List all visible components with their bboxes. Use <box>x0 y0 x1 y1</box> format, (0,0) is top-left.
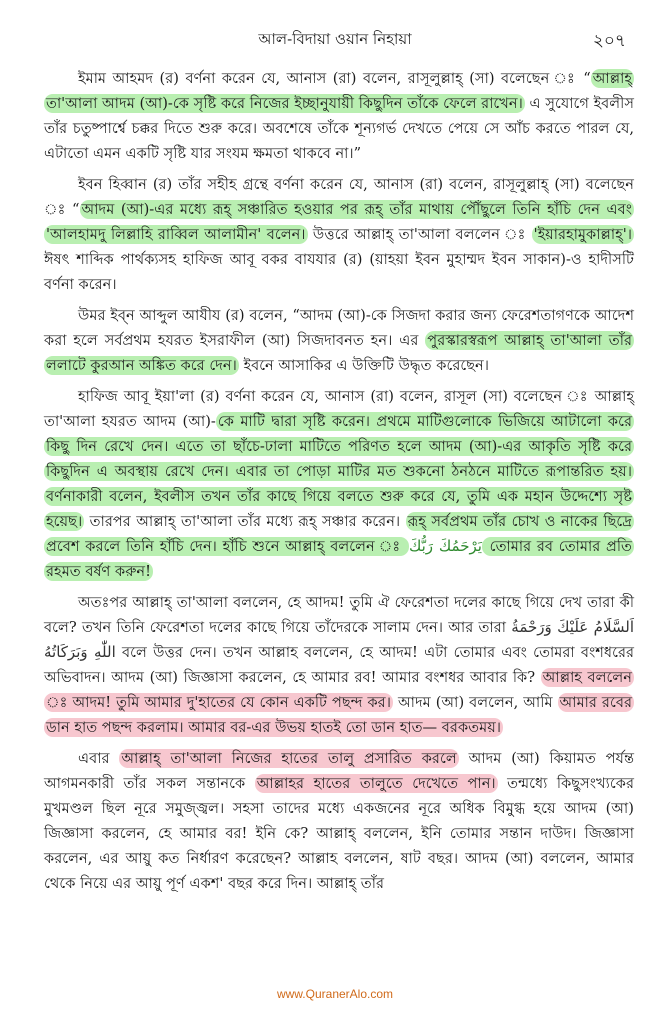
highlighted-text: আল্লাহ্ তা'আলা আদম (আ)-কে সৃষ্টি করে নিজের ইচ্ছানুযায়ী কিছুদিন তাঁকে ফেলে রাখেন। <box>46 70 632 112</box>
website-footer[interactable]: www.QuranerAlo.com <box>276 987 394 1001</box>
highlighted-text: কে মাটি দ্বারা সৃষ্টি করেন। প্রথমে মাটিগুলোকে ভিজিয়ে আটালো করে কিছু দিন রেখে দেন। এতে তা ছাঁচে-ঢালা মাটিতে পরিণত হলে আদম (আ)-এর আকৃতি সৃষ্টি করে কিছুদিন এ অবস্থায় রেখে দেন। এবার তা পোড়া মাটির মত শুকনো ঠনঠনে মাটিতে রূপান্তরিত হয়। বর্ণনাকারী বলেন, ইবলীস তখন তাঁর কাছে গিয়ে বলতে শুরু করে যে, তুমি এক মহান উদ্দেশ্যে সৃষ্ট হয়েছ। <box>46 413 632 530</box>
text-span: তন্মধ্যে কিছুসংখ্যকের মুখমণ্ডল ছিল নূরে সমুজ্জ্বল। সহসা তাদের মধ্যে একজনের নূরে অধিক বিমুগ্ধ হয়ে আদম (আ) জিজ্ঞাসা করলেন, হে আমার বর! ইনি কে? আল্লাহ্ বললেন, ইনি তোমার সন্তান দাউদ। জিজ্ঞাসা করলেন, এর আয়ু কত নির্ধারণ করেছেন? আল্লাহ বললেন, ষাট বছর। আদম (আ) বললেন, আমার থেকে নিয়ে এর আয়ু পূর্ণ একশ' বছর করে দিন। আল্লাহ্ তাঁর <box>44 775 634 892</box>
highlighted-text: আদম (আ)-এর মধ্যে রূহ্ সঞ্চারিত হওয়ার পর রূহ্ তাঁর মাথায় পৌঁছুলে তিনি হাঁচি দেন এবং 'আলহামদু লিল্লাহি রাব্বিল আলামীন' বলেন। <box>46 201 632 243</box>
paragraph <box>44 590 634 740</box>
page-header <box>0 28 670 54</box>
text-span: ঈষৎ শাব্দিক পার্থক্যসহ হাফিজ আবূ বকর বাযযার (র) (য়াহয়া ইবন মুহাম্মদ ইবন সাকান)-ও হাদীসটি বর্ণনা করেন। <box>44 251 634 293</box>
text-span: ইবন হিব্বান (র) তাঁর সহীহ গ্রন্থে বর্ণনা করেন যে, আনাস (রা) বলেন, রাসূলুল্লাহ্ (সা) বলেছেন ঃ “ <box>44 176 634 218</box>
text-span: উমর ইব্‌ন আব্দুল আযীয (র) বলেন, “আদম (আ)-কে সিজদা করার জন্য ফেরেশতাগণকে আদেশ করা হলে সর্বপ্রথম হযরত ইসরাফীল (আ) সিজদাবনত হন। এর <box>44 307 634 349</box>
arabic-phrase: يَرْحَمُكَ رَبُّكَ <box>408 537 482 555</box>
highlighted-text: আল্লাহর হাতের তালুতে দেখেতে পান। <box>256 775 496 792</box>
page-number: ২০৭ <box>592 31 626 51</box>
text-span: আদম (আ) কিয়ামত পর্যন্ত আগমনকারী তাঁর সকল সন্তানকে <box>44 750 634 792</box>
paragraph <box>44 384 634 584</box>
highlighted-text: তোমার রব তোমার প্রতি রহমত বর্ষণ করুন! <box>46 538 632 580</box>
highlighted-text: আল্লাহ্ তা'আলা নিজের হাতের তালু প্রসারিত করলে <box>121 750 457 767</box>
paragraph <box>44 746 634 896</box>
text-span: বলে উত্তর দেন। তখন আল্লাহ বললেন, হে আদম! এটা তোমার এবং তোমরা বংশধরের অভিবাদন। আদম (আ) জিজ্ঞাসা করলেন, হে আমার রব! আমার বংশধর আবার কি? <box>44 644 635 686</box>
text-span: ইবনে আসাকির এ উক্তিটি উদ্ধৃত করেছেন। <box>238 357 489 374</box>
paragraph <box>44 303 634 378</box>
highlighted-text: আমার রবের ডান হাত পছন্দ করলাম। আমার বর-এর উভয় হাতই তো ডান হাত— বরকতময়। <box>46 694 632 736</box>
text-span: উত্তরে আল্লাহ্ তা'আলা বললেন ঃ <box>307 226 532 243</box>
book-title: আল-বিদায়া ওয়ান নিহায়া <box>258 30 412 48</box>
text-span: এবার <box>78 750 120 767</box>
page-body <box>44 66 634 902</box>
text-span: এ সুযোগে ইবলীস তাঁর চতুষ্পার্শ্বে চক্কর দিতে শুরু করে। অবশেষে তাঁকে শূন্যগর্ভ দেখতে পেয়ে সে আঁচ করতে পারল যে, এটাতো এমন একটি সৃষ্টি যার সংযম ক্ষমতা থাকবে না।” <box>44 95 634 162</box>
text-span: আদম (আ) বললেন, আমি <box>392 694 558 711</box>
highlighted-text: 'ইয়ারহামুকাল্লাহ্'। <box>533 226 632 243</box>
highlighted-text: রূহ্ সর্বপ্রথম তাঁর চোখ ও নাকের ছিদ্রে প্রবেশ করলে তিনি হাঁচি দেন। হাঁচি শুনে আল্লাহ্ বললেন ঃ <box>46 513 632 555</box>
text-span: ইমাম আহমদ (র) বর্ণনা করেন যে, আনাস (রা) বলেন, রাসূলুল্লাহ্ (সা) বলেছেন ঃ “ <box>78 70 591 87</box>
paragraph <box>44 172 634 297</box>
paragraph <box>44 66 634 166</box>
arabic-phrase: اَلسَّلَامُ عَلَيْكَ وَرَحْمَةُ اللّٰهِ وَبَرَكَاتُهُ <box>44 618 635 661</box>
highlighted-text: পুরস্কারস্বরূপ আল্লাহ্ তা'আলা তাঁর ললাটে কুরআন অঙ্কিত করে দেন। <box>46 332 632 374</box>
highlighted-text: আল্লাহ বললেন ঃ আদম! তুমি আমার দু'হাতের যে কোন একটি পছন্দ কর। <box>46 669 633 711</box>
text-span: হাফিজ আবূ ইয়া'লা (র) বর্ণনা করেন যে, আনাস (রা) বলেন, রাসূল (সা) বলেছেন ঃ আল্লাহ্ তা'আলা হযরত আদম (আ)- <box>44 388 634 430</box>
text-span: অতঃপর আল্লাহ্ তা'আলা বললেন, হে আদম! তুমি ঐ ফেরেশতা দলের কাছে গিয়ে দেখ তারা কী বলে? তখন তিনি ফেরেশতা দলের কাছে গিয়ে তাঁদেরকে সালাম দেন। আর তারা <box>44 594 634 636</box>
text-span: তারপর আল্লাহ্ তা'আলা তাঁর মধ্যে রূহ্ সঞ্চার করেন। <box>84 513 406 530</box>
